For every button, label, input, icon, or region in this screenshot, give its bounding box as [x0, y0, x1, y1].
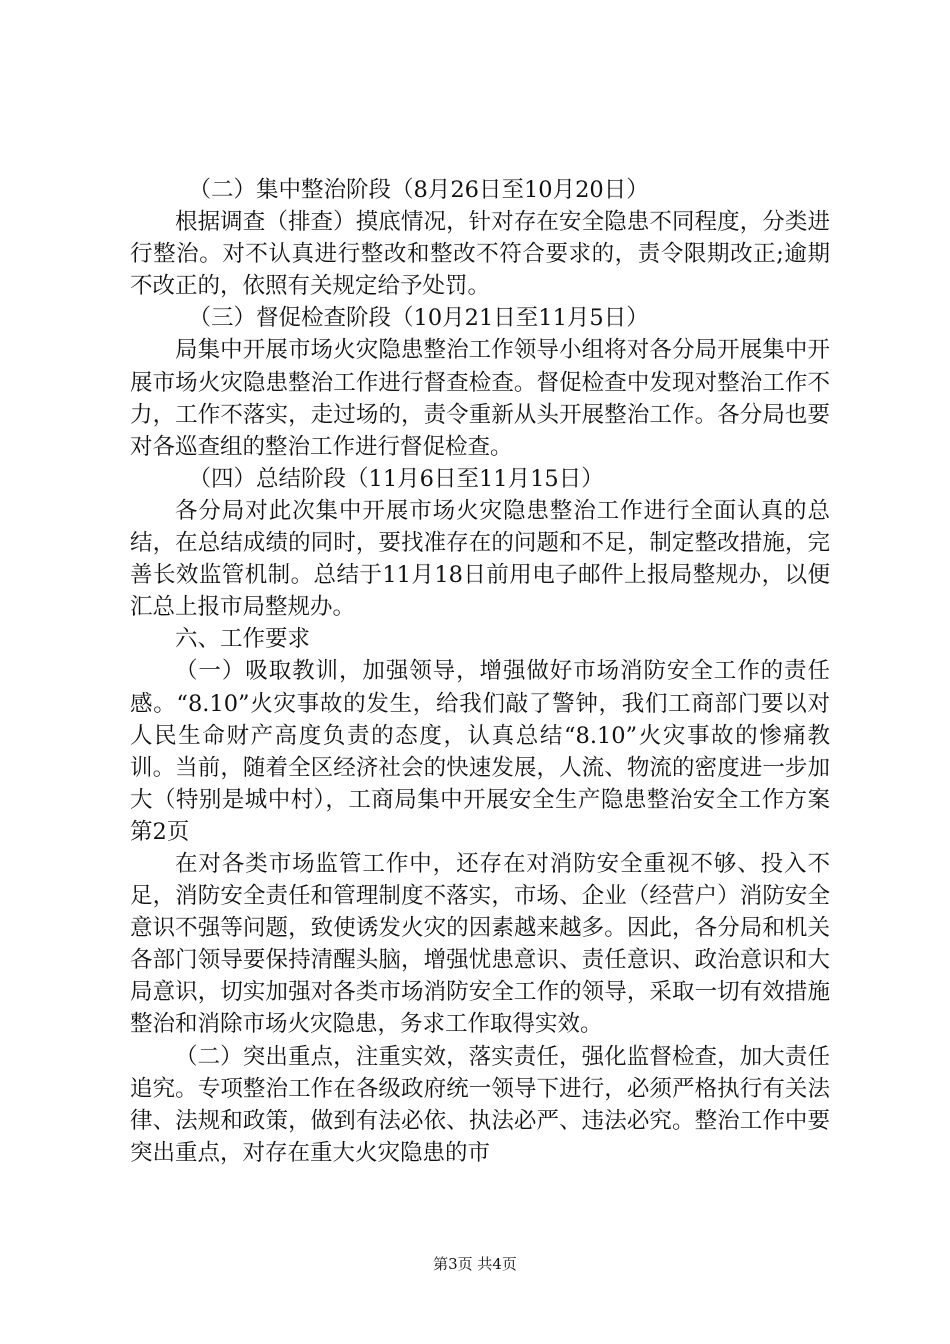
section-heading-summary-stage: （四）总结阶段（11月6日至11月15日） [188, 465, 604, 492]
body-paragraph: 局集中开展市场火灾隐患整治工作领导小组将对各分局开展集中开展市场火灾隐患整治工作进行督查检查。督促检查中发现对整治工作不力，工作不落实，走过场的，责令重新从头开展整治工作。各分局也要对各巡查组的整治工作进行督促检查。 [130, 337, 830, 460]
body-paragraph: （一）吸取教训，加强领导，增强做好市场消防安全工作的责任感。“8.10”火灾事故的发生，给我们敲了警钟，我们工商部门要以对人民生命财产高度负责的态度，认真总结“8.10”火灾事故的惨痛教训。当前，随着全区经济社会的快速发展，人流、物流的密度进一步加大（特别是城中村），工商局集中开展安全生产隐患整治安全工作方案第2页 [130, 658, 830, 845]
body-paragraph: （二）突出重点，注重实效，落实责任，强化监督检查，加大责任追究。专项整治工作在各级政府统一领导下进行，必须严格执行有关法律、法规和政策，做到有法必依、执法必严、违法必究。整治工作中要突出重点，对存在重大火灾隐患的市 [130, 1043, 830, 1166]
body-paragraph: 各分局对此次集中开展市场火灾隐患整治工作进行全面认真的总结，在总结成绩的同时，要找准存在的问题和不足，制定整改措施，完善长效监管机制。总结于11月18日前用电子邮件上报局整规办，以便汇总上报市局整规办。 [130, 497, 830, 621]
page-number-footer: 第3页 共4页 [433, 1255, 517, 1273]
body-paragraph: 根据调查（排查）摸底情况，针对存在安全隐患不同程度，分类进行整治。对不认真进行整改和整改不符合要求的，责令限期改正;逾期不改正的，依照有关规定给予处罚。 [130, 209, 830, 300]
document-body [130, 174, 830, 1169]
section-heading-work-requirements: 六、工作要求 [175, 626, 311, 653]
body-paragraph: 在对各类市场监管工作中，还存在对消防安全重视不够、投入不足，消防安全责任和管理制度不落实，市场、企业（经营户）消防安全意识不强等问题，致使诱发火灾的因素越来越多。因此，各分局和机关各部门领导要保持清醒头脑，增强忧患意识、责任意识、政治意识和大局意识，切实加强对各类市场消防安全工作的领导，采取一切有效措施整治和消除市场火灾隐患，务求工作取得实效。 [130, 850, 830, 1038]
section-heading-supervision-inspection: （三）督促检查阶段（10月21日至11月5日） [188, 305, 649, 332]
section-heading-concentrated-rectification: （二）集中整治阶段（8月26日至10月20日） [188, 177, 649, 203]
